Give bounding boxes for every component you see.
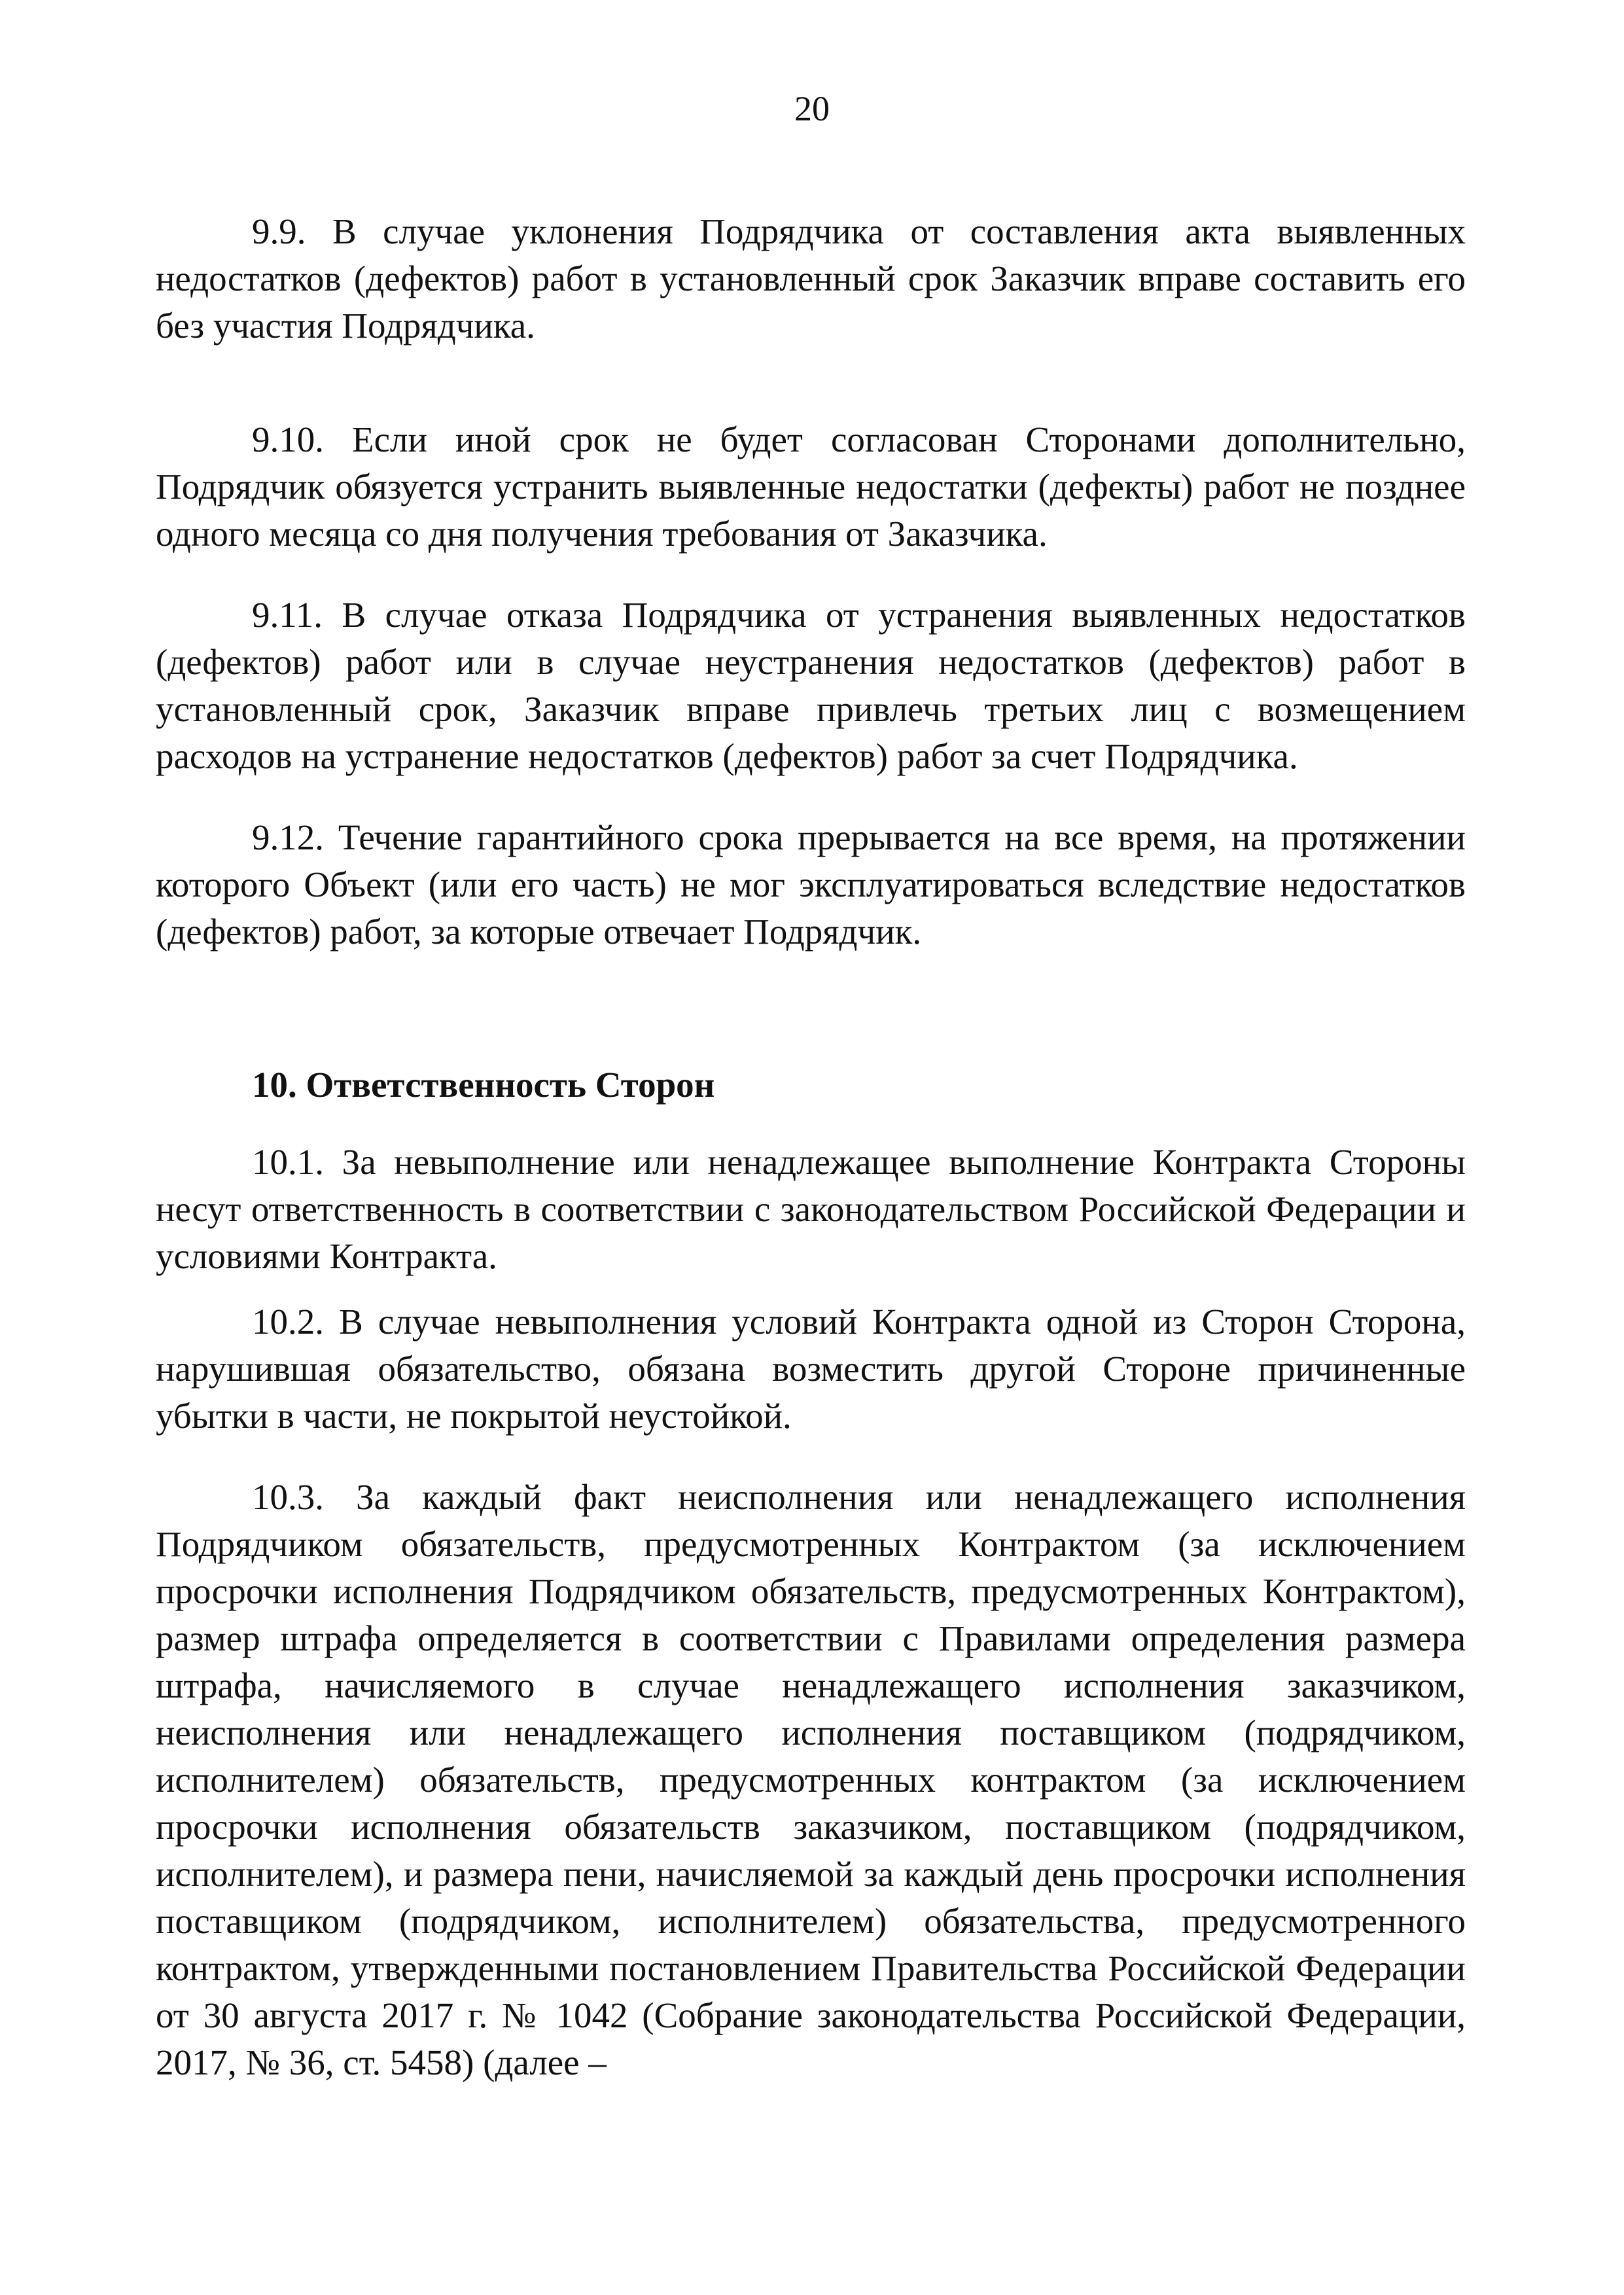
clause-10-1: 10.1. За невыполнение или ненадлежащее выполнение Контракта Стороны несут ответственность в соответствии с законодательством Российской Федерации и условиями Контракта. [156, 1142, 1466, 1276]
clause-9-10: 9.10. Если иной срок не будет согласован Сторонами дополнительно, Подрядчик обязуется устранить выявленные недостатки (дефекты) работ не позднее одного месяца со дня получения требования от Заказчика. [156, 419, 1466, 554]
clause-10-3: 10.3. За каждый факт неисполнения или ненадлежащего исполнения Подрядчиком обязательств, предусмотренных Контрактом (за исключением просрочки исполнения Подрядчиком обязательств, предусмотренных Контрактом), размер штрафа определяется в соответствии с Правилами определения размера штрафа, начисляемого в случае ненадлежащего исполнения заказчиком, неисполнения или ненадлежащего исполнения поставщиком (подрядчиком, исполнителем) обязательств, предусмотренных контрактом (за исключением просрочки исполнения обязательств заказчиком, поставщиком (подрядчиком, исполнителем), и размера пени, начисляемой за каждый день просрочки исполнения поставщиком (подрядчиком, исполнителем) обязательства, предусмотренного контрактом, утвержденными постановлением Правительства Российской Федерации от 30 августа 2017 г. № 1042 (Собрание законодательства Российской Федерации, 2017, № 36, ст. 5458) (далее – [156, 1477, 1466, 2082]
clause-9-11: 9.11. В случае отказа Подрядчика от устранения выявленных недостатков (дефектов) работ или в случае неустранения недостатков (дефектов) работ в установленный срок, Заказчик вправе привлечь третьих лиц с возмещением расходов на устранение недостатков (дефектов) работ за счет Подрядчика. [156, 595, 1466, 776]
document-body [156, 208, 1466, 2086]
clause-10-2: 10.2. В случае невыполнения условий Контракта одной из Сторон Сторона, нарушившая обязательство, обязана возместить другой Стороне причиненные убытки в части, не покрытой неустойкой. [156, 1302, 1466, 1436]
page-number: 20 [794, 89, 830, 128]
clause-9-9: 9.9. В случае уклонения Подрядчика от составления акта выявленных недостатков (дефектов) работ в установленный срок Заказчик вправе составить его без участия Подрядчика. [156, 211, 1466, 346]
section-heading-responsibility: 10. Ответственность Сторон [252, 1065, 715, 1105]
clause-9-12: 9.12. Течение гарантийного срока прерывается на все время, на протяжении которого Объект (или его часть) не мог эксплуатироваться вследствие недостатков (дефектов) работ, за которые отвечает Подрядчик. [156, 817, 1466, 952]
